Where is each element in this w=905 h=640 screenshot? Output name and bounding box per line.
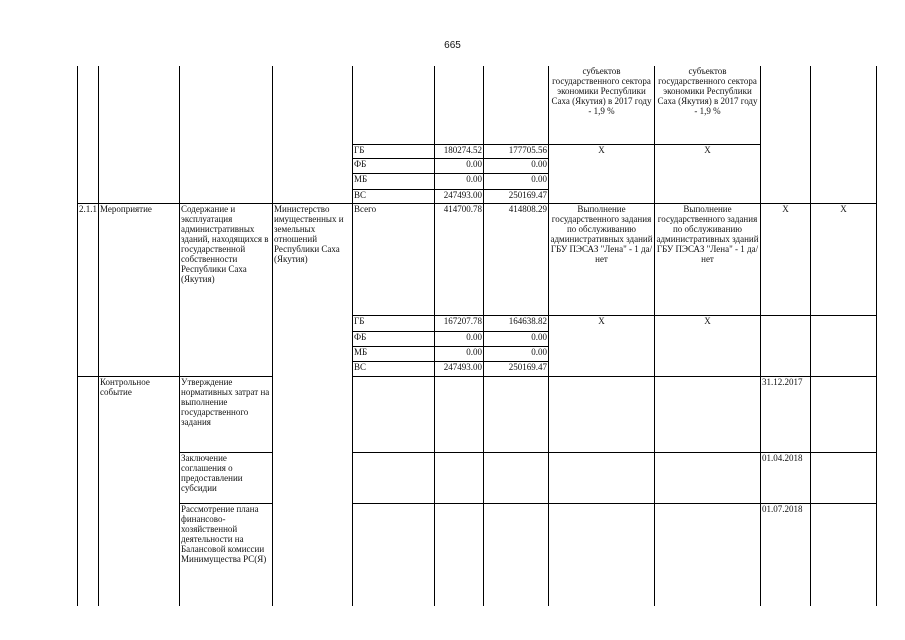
value-cell [484, 66, 549, 144]
value-cell [484, 503, 549, 606]
result-cell: Х [549, 315, 655, 331]
value-cell: 250169.47 [484, 189, 549, 203]
value-cell: 177705.56 [484, 144, 549, 158]
source-cell [353, 376, 435, 452]
value-cell: 0.00 [435, 346, 484, 361]
value-cell: 414700.78 [435, 203, 484, 315]
result-cell: Х [655, 315, 761, 331]
result-cell [655, 158, 761, 173]
table-row [78, 203, 877, 315]
result-cell: субъектов государственного сектора экономики Республики Саха (Якутия) в 2017 году - 1,9 % [549, 66, 655, 144]
extra-cell [811, 503, 877, 606]
source-cell: ГБ [353, 315, 435, 331]
result-cell: Х [549, 144, 655, 158]
result-cell: Выполнение государственного задания по обслуживанию административных зданий ГБУ ПЭСАЗ "Лена" - 1 да/нет [655, 203, 761, 315]
table-row [78, 503, 877, 606]
value-cell: 0.00 [484, 173, 549, 189]
result-cell [549, 158, 655, 173]
page-number: 665 [444, 40, 461, 51]
result-cell: Выполнение государственного задания по обслуживанию административных зданий ГБУ ПЭСАЗ "Лена" - 1 да/нет [549, 203, 655, 315]
result-cell [655, 173, 761, 189]
result-cell [549, 331, 655, 346]
type-cell [99, 66, 180, 203]
result-cell [655, 189, 761, 203]
event-name: Рассмотрение плана финансово-хозяйственной деятельности на Балансовой комиссии Минимущества РС(Я) [180, 503, 273, 606]
value-cell: 247493.00 [435, 361, 484, 376]
source-cell: ГБ [353, 144, 435, 158]
date-cell: Х [761, 203, 811, 315]
source-cell: Всего [353, 203, 435, 315]
event-name: Утверждение нормативных затрат на выполнение государственного задания [180, 376, 273, 452]
result-cell: субъектов государственного сектора экономики Республики Саха (Якутия) в 2017 году - 1,9 % [655, 66, 761, 144]
source-cell [353, 503, 435, 606]
executor-cell [273, 376, 353, 606]
extra-cell [811, 376, 877, 452]
value-cell [484, 452, 549, 503]
result-cell [549, 376, 655, 452]
event-date: 01.04.2018 [761, 452, 811, 503]
value-cell: 0.00 [484, 158, 549, 173]
table-row [78, 452, 877, 503]
program-table [77, 66, 877, 606]
result-cell [655, 452, 761, 503]
value-cell: 0.00 [435, 158, 484, 173]
source-cell: ВС [353, 189, 435, 203]
value-cell: 0.00 [435, 331, 484, 346]
value-cell [435, 503, 484, 606]
measure-executor: Министерство имущественных и земельных отношений Республики Саха (Якутия) [273, 203, 353, 376]
value-cell: 0.00 [484, 346, 549, 361]
date-cell [761, 66, 811, 203]
date-cell [761, 315, 811, 376]
result-cell [549, 452, 655, 503]
value-cell [435, 376, 484, 452]
value-cell [435, 66, 484, 144]
control-type: Контрольное событие [99, 376, 180, 606]
measure-type: Мероприятие [99, 203, 180, 376]
result-cell [655, 346, 761, 361]
measure-name: Содержание и эксплуатация административных зданий, находящихся в государственной собственности Республики Саха (Якутия) [180, 203, 273, 376]
value-cell: 180274.52 [435, 144, 484, 158]
source-cell [353, 66, 435, 144]
result-cell [549, 189, 655, 203]
table-row [78, 376, 877, 452]
source-cell: ВС [353, 361, 435, 376]
value-cell: 414808.29 [484, 203, 549, 315]
extra-cell: Х [811, 203, 877, 315]
value-cell [435, 452, 484, 503]
extra-cell [811, 452, 877, 503]
event-name: Заключение соглашения о предоставлении субсидии [180, 452, 273, 503]
value-cell: 164638.82 [484, 315, 549, 331]
value-cell: 0.00 [435, 173, 484, 189]
result-cell [655, 376, 761, 452]
result-cell [549, 361, 655, 376]
event-date: 31.12.2017 [761, 376, 811, 452]
result-cell [655, 361, 761, 376]
result-cell [549, 346, 655, 361]
num-cell [78, 376, 99, 606]
event-date: 01.07.2018 [761, 503, 811, 606]
value-cell: 247493.00 [435, 189, 484, 203]
result-cell [655, 331, 761, 346]
result-cell [655, 503, 761, 606]
value-cell [484, 376, 549, 452]
source-cell: ФБ [353, 331, 435, 346]
executor-cell [273, 66, 353, 203]
source-cell: МБ [353, 173, 435, 189]
measure-num: 2.1.1 [78, 203, 99, 376]
result-cell [549, 503, 655, 606]
source-cell [353, 452, 435, 503]
source-cell: ФБ [353, 158, 435, 173]
num-cell [78, 66, 99, 203]
value-cell: 250169.47 [484, 361, 549, 376]
value-cell: 0.00 [484, 331, 549, 346]
extra-cell [811, 66, 877, 203]
name-cell [180, 66, 273, 203]
extra-cell [811, 315, 877, 376]
result-cell: Х [655, 144, 761, 158]
result-cell [549, 173, 655, 189]
value-cell: 167207.78 [435, 315, 484, 331]
table-row [78, 66, 877, 144]
source-cell: МБ [353, 346, 435, 361]
